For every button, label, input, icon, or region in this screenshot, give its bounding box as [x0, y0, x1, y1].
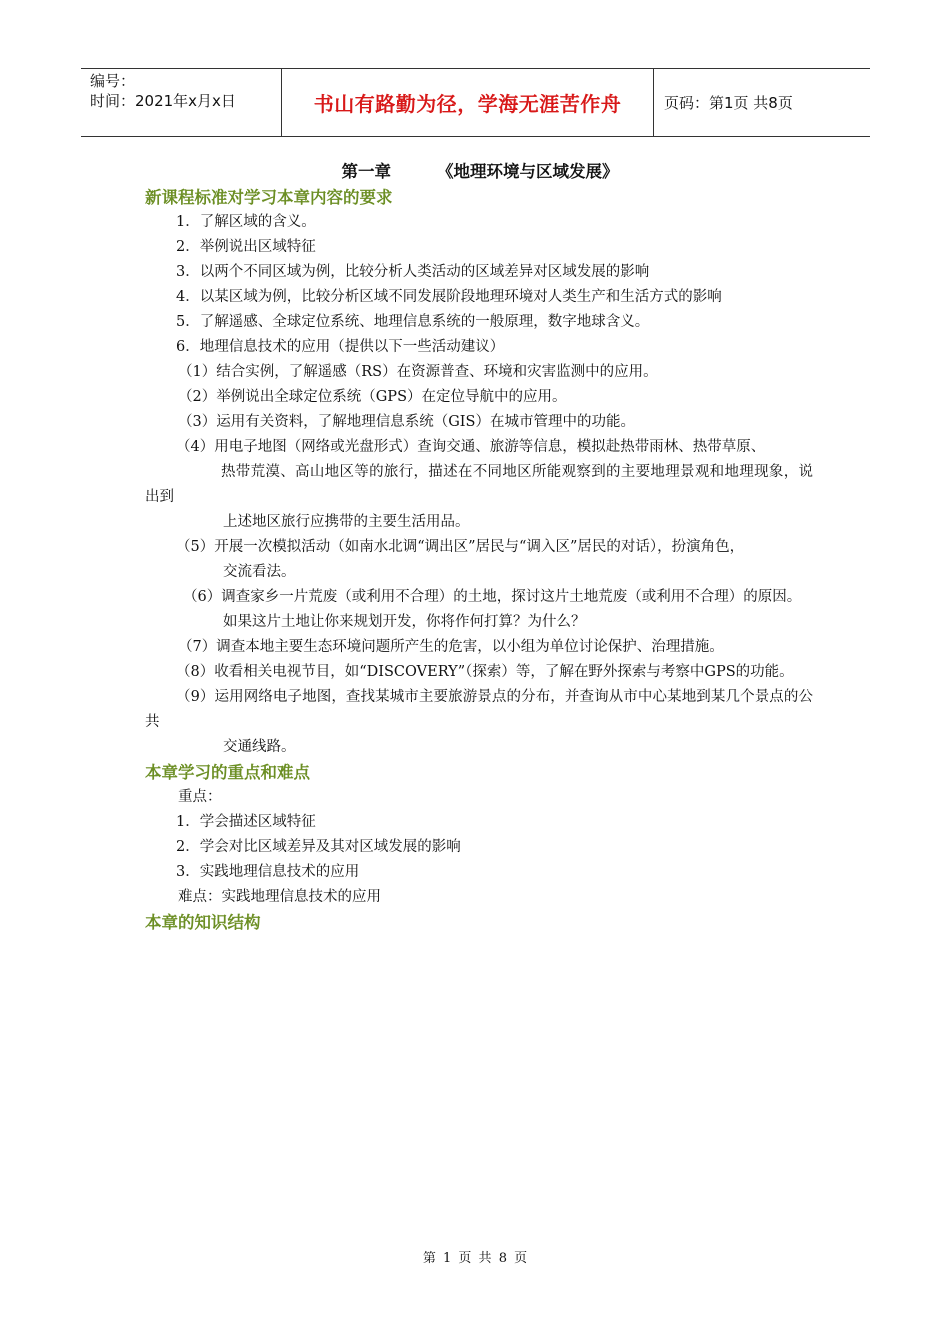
header-table: [81, 68, 870, 137]
list-item: 1．了解区域的含义。: [176, 214, 316, 230]
activity-item: （4）用电子地图（网络或光盘形式）查询交通、旅游等信息，模拟赴热带雨林、热带草原、: [176, 439, 766, 455]
section-heading-requirements: 新课程标准对学习本章内容的要求: [145, 188, 393, 207]
activity-item-continued: 如果这片土地让你来规划开发，你将作何打算？为什么？: [223, 614, 586, 630]
activity-item: （7）调查本地主要生态环境问题所产生的危害，以小组为单位讨论保护、治理措施。: [178, 639, 724, 655]
section-heading-structure: 本章的知识结构: [145, 913, 261, 932]
activity-item: （6）调查家乡一片荒废（或利用不合理）的土地，探讨这片土地荒废（或利用不合理）的原因。: [183, 589, 802, 605]
page-info: 页码：第1页 共8页: [664, 94, 793, 112]
activity-item: （2）举例说出全球定位系统（GPS）在定位导航中的应用。: [178, 389, 567, 405]
list-item: 2．学会对比区域差异及其对区域发展的影响: [176, 839, 461, 855]
page-footer: 第 1 页 共 8 页: [422, 1251, 528, 1266]
list-item: 1．学会描述区域特征: [176, 814, 316, 830]
section-heading-key-points: 本章学习的重点和难点: [145, 763, 310, 782]
chapter-title: 第一章 《地理环境与区域发展》: [341, 162, 619, 181]
difficulty-text: 难点：实践地理信息技术的应用: [178, 889, 381, 905]
activity-item: （1）结合实例，了解遥感（RS）在资源普查、环境和灾害监测中的应用。: [178, 364, 658, 380]
key-points-label: 重点：: [178, 789, 222, 805]
motto: 书山有路勤为径，学海无涯苦作舟: [313, 92, 622, 116]
list-item: 2．举例说出区域特征: [176, 239, 316, 255]
header-motto-cell: [282, 69, 654, 136]
activity-item-continued: 交通线路。: [223, 739, 296, 755]
list-item: 5．了解遥感、全球定位系统、地理信息系统的一般原理，数字地球含义。: [176, 314, 650, 330]
activity-item-continued: 热带荒漠、高山地区等的旅行，描述在不同地区所能观察到的主要地理景观和地理现象，说出到: [145, 464, 813, 505]
list-item: 3．以两个不同区域为例，比较分析人类活动的区域差异对区域发展的影响: [176, 264, 650, 280]
activity-item: （9）运用网络电子地图，查找某城市主要旅游景点的分布，并查询从市中心某地到某几个景点的公共: [145, 689, 813, 730]
list-item: 6．地理信息技术的应用（提供以下一些活动建议）: [176, 339, 505, 355]
header-info-cell: [81, 69, 282, 136]
activity-item: （3）运用有关资料，了解地理信息系统（GIS）在城市管理中的功能。: [178, 414, 635, 430]
time-label: 时间：2021年x月x日: [90, 92, 236, 110]
activity-item-continued: 上述地区旅行应携带的主要生活用品。: [223, 514, 470, 530]
number-label: 编号：: [90, 72, 136, 90]
list-item: 3．实践地理信息技术的应用: [176, 864, 360, 880]
activity-item-continued: 交流看法。: [223, 564, 296, 580]
list-item: 4．以某区域为例，比较分析区域不同发展阶段地理环境对人类生产和生活方式的影响: [176, 289, 722, 305]
document-body: [145, 158, 813, 935]
activity-item: （5）开展一次模拟活动（如南水北调“调出区”居民与“调入区”居民的对话），扮演角色，: [176, 539, 745, 555]
activity-item: （8）收看相关电视节目，如“DISCOVERY”（探索）等，了解在野外探索与考察中GPS的功能。: [176, 664, 794, 680]
